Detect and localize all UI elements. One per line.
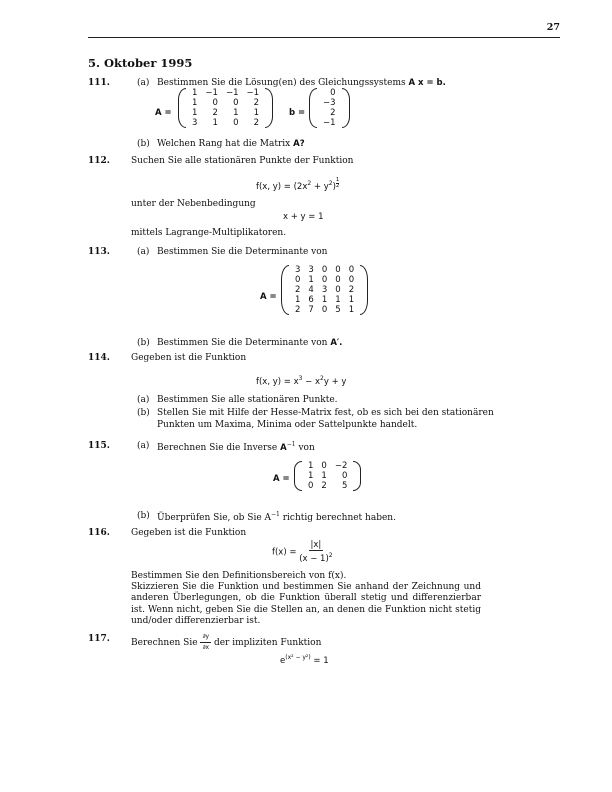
matrix-cell: 1 — [308, 275, 314, 285]
matrix-cell: 3 — [308, 265, 314, 275]
matrix-A-113 — [281, 265, 368, 315]
matrix-cell: 1 — [348, 305, 355, 315]
header-rule — [88, 37, 560, 38]
problem-112-formula: f(x, $y) = (2x^2 + y^2)$ $^{\frac{1}{2}}$ — [256, 177, 340, 192]
problem-115-a-text: Berechnen Sie die Inverse $A^{-1}$ von — [157, 441, 315, 453]
matrix-cell: 2 — [295, 305, 301, 315]
matrix-cell: 7 — [308, 305, 314, 315]
matrix-cell: 6 — [308, 295, 314, 305]
matrix-cell: 3 — [321, 285, 328, 295]
problem-111-number: 111. — [88, 78, 110, 88]
problem-113-a-label: (a) — [137, 247, 150, 257]
problem-112-number: 112. — [88, 156, 110, 166]
matrix-cell: 0 — [335, 265, 341, 275]
matrix-cell: 1 — [321, 471, 327, 481]
matrix-cell: 2 — [321, 481, 327, 491]
matrix-cell: 3 — [295, 265, 301, 275]
problem-114-a-label: (a) — [137, 395, 150, 405]
vector-b-label: b = — [289, 108, 306, 118]
matrix-cell: 4 — [308, 285, 314, 295]
matrix-cell: 2 — [253, 118, 260, 128]
problem-111-b-label: (b) — [137, 139, 150, 149]
problem-117-number: 117. — [88, 634, 110, 644]
matrix-A-115 — [294, 461, 361, 491]
problem-112-under: unter der Nebenbedingung — [131, 199, 256, 209]
problem-112-constraint: x + y = 1 — [283, 212, 324, 222]
problem-114-b-text1: Stellen Sie mit Hilfe der Hesse-Matrix fest, ob es sich bei den stationären — [157, 408, 494, 418]
problem-115-a-label: (a) — [137, 441, 150, 451]
matrix-cell: 0 — [341, 471, 348, 481]
matrix-cell: 0 — [321, 305, 328, 315]
problem-116-text: Gegeben ist die Funktion — [131, 528, 247, 538]
matrix-cell: 0 — [335, 285, 341, 295]
matrix-cell: 1 — [308, 471, 314, 481]
matrix-cell: −1 — [205, 88, 218, 98]
matrix-cell: 1 — [192, 98, 198, 108]
matrix-cell: 1 — [212, 118, 218, 128]
page-number: 27 — [546, 22, 560, 33]
problem-117-text: Berechnen Sie $\frac{\partial y}{\partial x}$ der impliziten Funktion — [131, 633, 322, 651]
problem-115-b-text: Überprüfen Sie, ob Sie $A^{-1}$ richtig berechnet haben. — [157, 511, 396, 523]
matrix-cell: 1 — [192, 88, 198, 98]
matrix-cell: 1 — [253, 108, 260, 118]
vector-cell: −3 — [323, 98, 336, 108]
problem-115-number: 115. — [88, 441, 110, 451]
matrix-cell: 0 — [348, 265, 355, 275]
matrix-cell: 0 — [321, 461, 327, 471]
problem-116-line1: Bestimmen Sie den Definitionsbereich von f(x). — [131, 571, 347, 581]
matrix-cell: 1 — [192, 108, 198, 118]
problem-112-method: mittels Lagrange-Multiplikatoren. — [131, 228, 287, 238]
matrix-cell: 1 — [308, 461, 314, 471]
problem-113-a-text: Bestimmen Sie die Determinante von — [157, 247, 328, 257]
matrix-cell: 2 — [348, 285, 355, 295]
matrix-cell: 0 — [308, 481, 314, 491]
matrix-cell: 0 — [348, 275, 355, 285]
matrix-cell: 1 — [335, 295, 341, 305]
matrix-cell: 1 — [295, 295, 301, 305]
matrix-cell: −1 — [225, 88, 239, 98]
problem-114-b-text2: Punkten um Maxima, Minima oder Sattelpunkte handelt. — [157, 420, 418, 430]
problem-113-b-text: Bestimmen Sie die Determinante von A′. — [157, 338, 343, 348]
matrix-cell: 0 — [233, 98, 239, 108]
problem-114-text: Gegeben ist die Funktion — [131, 353, 247, 363]
problem-114-b-label: (b) — [137, 408, 150, 418]
problem-116-formula: f(x) = $\frac{|x|}{(x - 1)^2}$ — [272, 540, 333, 564]
matrix-cell: 0 — [295, 275, 301, 285]
problem-114-formula: f(x, $y) = x^3 - x^2y + y$ — [256, 375, 347, 387]
matrix-cell: 5 — [335, 305, 341, 315]
matrix-cell: 2 — [253, 98, 260, 108]
vector-b-111 — [309, 88, 350, 128]
problem-112-text: Suchen Sie alle stationären Punkte der Funktion — [131, 156, 354, 166]
problem-113-number: 113. — [88, 247, 110, 257]
matrix-cell: 1 — [321, 295, 328, 305]
matrix-A-label: A = — [155, 108, 172, 118]
matrix-cell: 0 — [321, 275, 328, 285]
problem-111-a-text: Bestimmen Sie die Lösung(en) des Gleichungssystems A x = b. — [157, 78, 446, 88]
problem-114-a-text: Bestimmen Sie alle stationären Punkte. — [157, 395, 338, 405]
matrix-cell: 2 — [295, 285, 301, 295]
matrix-cell: 2 — [212, 108, 218, 118]
problem-115-b-label: (b) — [137, 511, 150, 521]
matrix-cell: 0 — [212, 98, 218, 108]
matrix-cell: 0 — [321, 265, 328, 275]
vector-cell: 2 — [330, 108, 336, 118]
problem-113-b-label: (b) — [137, 338, 150, 348]
matrix-cell: −1 — [246, 88, 260, 98]
matrix-cell: 1 — [233, 108, 239, 118]
problem-111-a-label: (a) — [137, 78, 150, 88]
problem-116-number: 116. — [88, 528, 110, 538]
vector-cell: 0 — [330, 88, 336, 98]
matrix-cell: 1 — [348, 295, 355, 305]
matrix-cell: 3 — [192, 118, 198, 128]
matrix-cell: 0 — [335, 275, 341, 285]
problem-117-formula: $e^{(x^2 - y^2)} = 1$ — [280, 654, 329, 666]
matrix-cell: −2 — [334, 461, 348, 471]
problem-114-number: 114. — [88, 353, 110, 363]
vector-cell: −1 — [323, 118, 336, 128]
matrix-cell: 0 — [233, 118, 239, 128]
matrix-A-label: A = — [273, 474, 290, 484]
problem-116-paragraph: Skizzieren Sie die Funktion und bestimmen Sie anhand der Zeichnung und anderen Überlegungen, ob die Funktion überall stetig und differenzierbar ist. Wenn nicht, geben Sie die Stellen an, an denen die Funktion nicht stetig und/oder differenzierbar ist. — [131, 582, 481, 626]
problem-111-b-text: Welchen Rang hat die Matrix A? — [157, 139, 305, 149]
matrix-A-label: A = — [260, 292, 277, 302]
matrix-A-111 — [178, 88, 273, 128]
section-heading: 5. Oktober 1995 — [88, 56, 193, 70]
matrix-cell: 5 — [341, 481, 348, 491]
